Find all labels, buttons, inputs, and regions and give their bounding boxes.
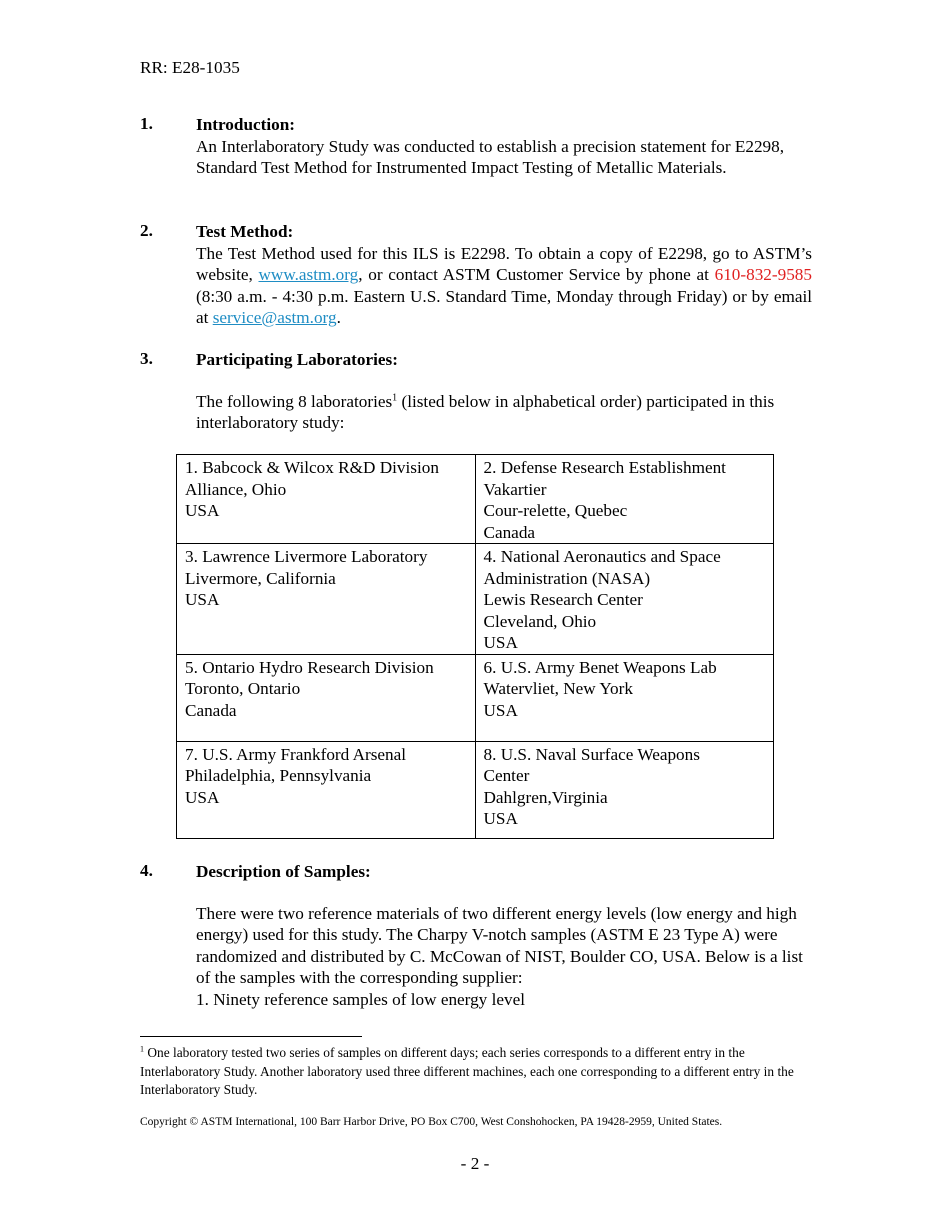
lab-3-line-1: 3. Lawrence Livermore Laboratory: [185, 547, 428, 566]
report-id: RR: E28-1035: [140, 58, 240, 77]
lab-cell-6: [475, 654, 774, 741]
section-3-text-b: (listed below in alphabetical order) participated in this interlaboratory study:: [196, 391, 775, 432]
footnote: [140, 1044, 815, 1100]
lab-4-line-2: Administration (NASA): [483, 568, 651, 588]
footnote-marker: 1: [140, 1044, 144, 1054]
lab-8-line-2: Center: [483, 766, 530, 785]
lab-5-line-3: Canada: [185, 700, 237, 720]
lab-cell-7: [177, 741, 476, 838]
phone-number: 610-832-9585: [714, 265, 812, 284]
lab-4-line-3: Lewis Research Center: [483, 590, 643, 609]
footnote-text: One laboratory tested two series of samples on different days; each series corresponds to a different entry in the Interlaboratory Study. Another laboratory used three different machines, each one corresponding to a different entry in the Interlaboratory Study.: [140, 1045, 794, 1097]
section-3-text: [196, 391, 796, 434]
lab-cell-8: [475, 741, 774, 838]
lab-7-line-2: Philadelphia, Pennsylvania: [185, 766, 372, 785]
section-2-title: Test Method:: [196, 222, 294, 241]
lab-4-line-5: USA: [483, 633, 518, 652]
email-link[interactable]: service@astm.org: [212, 308, 337, 327]
section-3-number: 3.: [140, 349, 153, 368]
lab-6-line-2: Watervliet, New York: [483, 679, 633, 698]
lab-6-line-3: USA: [483, 700, 518, 720]
lab-3-line-3: USA: [185, 590, 220, 609]
lab-6-line-1: 6. U.S. Army Benet Weapons Lab: [483, 657, 717, 677]
lab-cell-4: [475, 544, 774, 655]
table-row: [177, 455, 774, 544]
section-2-text-d: .: [336, 308, 341, 327]
lab-2-line-4: Canada: [483, 522, 536, 542]
table-row: [177, 544, 774, 655]
section-3-text-a: The following 8 laboratories: [196, 391, 393, 411]
website-link[interactable]: www.astm.org: [258, 265, 359, 284]
laboratories-table: [176, 454, 774, 839]
lab-cell-2: [475, 455, 774, 544]
lab-1-line-1: 1. Babcock & Wilcox R&D Division: [185, 458, 439, 477]
lab-2-line-2: Vakartier: [483, 479, 547, 499]
section-1: [196, 114, 812, 179]
section-4-title: Description of Samples:: [196, 862, 371, 881]
footnote-ref: 1: [392, 391, 398, 403]
lab-8-line-4: USA: [483, 809, 518, 828]
lab-8-line-1: 8. U.S. Naval Surface Weapons: [483, 744, 700, 764]
sample-list-item: 1. Ninety reference samples of low energy level: [196, 989, 525, 1009]
section-2-text-a: The Test Method used for this ILS is E2298. To obtain a copy of E2298, go to ASTM’s website,: [196, 243, 812, 284]
lab-7-line-3: USA: [185, 787, 220, 807]
lab-cell-3: [177, 544, 476, 655]
section-1-text: An Interlaboratory Study was conducted to establish a precision statement for E2298, Standard Test Method for Instrumented Impact Testing of Metallic Materials.: [196, 136, 785, 177]
lab-7-line-1: 7. U.S. Army Frankford Arsenal: [185, 744, 407, 764]
section-3: [196, 349, 812, 434]
lab-8-line-3: Dahlgren,Virginia: [483, 787, 608, 807]
lab-5-line-1: 5. Ontario Hydro Research Division: [185, 657, 434, 677]
footnote-divider: [140, 1036, 362, 1037]
section-2-text-c: (8:30 a.m. - 4:30 p.m. Eastern U.S. Standard Time, Monday through Friday) or by email at: [196, 286, 812, 327]
table-row: [177, 654, 774, 741]
lab-2-line-3: Cour-relette, Quebec: [483, 501, 628, 520]
lab-4-line-4: Cleveland, Ohio: [483, 611, 597, 631]
lab-4-line-1: 4. National Aeronautics and Space: [483, 547, 721, 566]
lab-3-line-2: Livermore, California: [185, 568, 336, 588]
lab-2-line-1: 2. Defense Research Establishment: [483, 458, 726, 477]
lab-1-line-2: Alliance, Ohio: [185, 479, 287, 499]
page-number: - 2 -: [460, 1154, 490, 1173]
table-row: [177, 741, 774, 838]
section-2-text-b: , or contact ASTM Customer Service by phone at: [358, 265, 715, 284]
section-4-paragraph: There were two reference materials of two different energy levels (low energy and high energy) used for this study. The Charpy V-notch samples (ASTM E 23 Type A) were randomized and distributed by C. McCowan of NIST, Boulder CO, USA. Below is a list of the samples with the corresponding supplier:: [196, 903, 803, 987]
section-2-number: 2.: [140, 221, 153, 240]
section-4-number: 4.: [140, 861, 153, 880]
copyright-notice: Copyright © ASTM International, 100 Barr Harbor Drive, PO Box C700, West Conshohocken, PA 19428-2959, United States.: [140, 1116, 723, 1128]
lab-1-line-3: USA: [185, 501, 220, 520]
lab-cell-1: [177, 455, 476, 544]
section-3-title: Participating Laboratories:: [196, 350, 398, 369]
section-2: [196, 221, 812, 329]
section-1-number: 1.: [140, 114, 153, 133]
lab-5-line-2: Toronto, Ontario: [185, 679, 301, 698]
section-1-title: Introduction:: [196, 115, 296, 134]
lab-cell-5: [177, 654, 476, 741]
section-4: [196, 861, 812, 1010]
